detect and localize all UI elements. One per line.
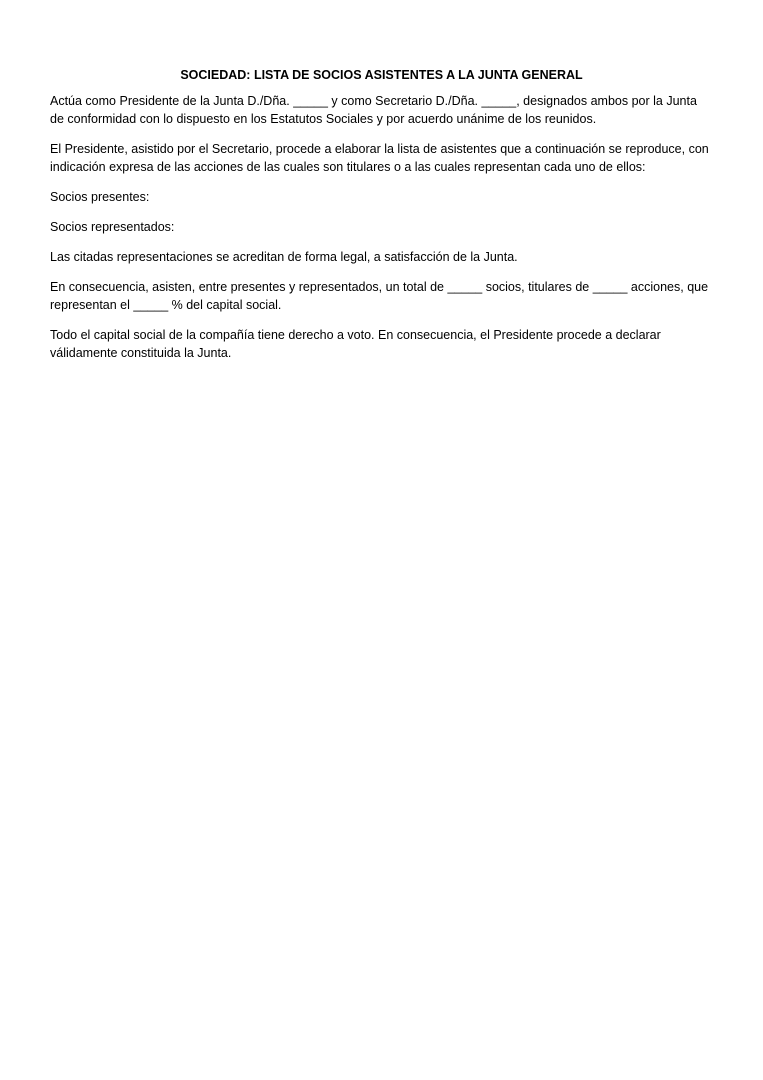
paragraph-constitution: Todo el capital social de la compañía tiene derecho a voto. En consecuencia, el Presidente procede a declarar válidamente constituida la Junta. — [50, 328, 661, 360]
paragraph-attendance-list: El Presidente, asistido por el Secretario, procede a elaborar la lista de asistentes que a continuación se reproduce, con indicación expresa de las acciones de las cuales son titulares o a las cuales representan cada uno de ellos: — [50, 142, 709, 174]
paragraph-designation: Actúa como Presidente de la Junta D./Dña. _____ y como Secretario D./Dña. _____, designados ambos por la Junta de conformidad con lo dispuesto en los Estatutos Sociales y por acuerdo unánime de los reunidos. — [50, 94, 697, 126]
paragraph-partners-present: Socios presentes: — [50, 190, 150, 204]
paragraph-totals: En consecuencia, asisten, entre presentes y representados, un total de _____ socios, titulares de _____ acciones, que representan el _____ % del capital social. — [50, 280, 709, 312]
paragraph-representations: Las citadas representaciones se acreditan de forma legal, a satisfacción de la Junta. — [50, 250, 518, 264]
document-title: SOCIEDAD: LISTA DE SOCIOS ASISTENTES A LA JUNTA GENERAL — [180, 68, 583, 82]
paragraph-partners-represented: Socios representados: — [50, 220, 175, 234]
